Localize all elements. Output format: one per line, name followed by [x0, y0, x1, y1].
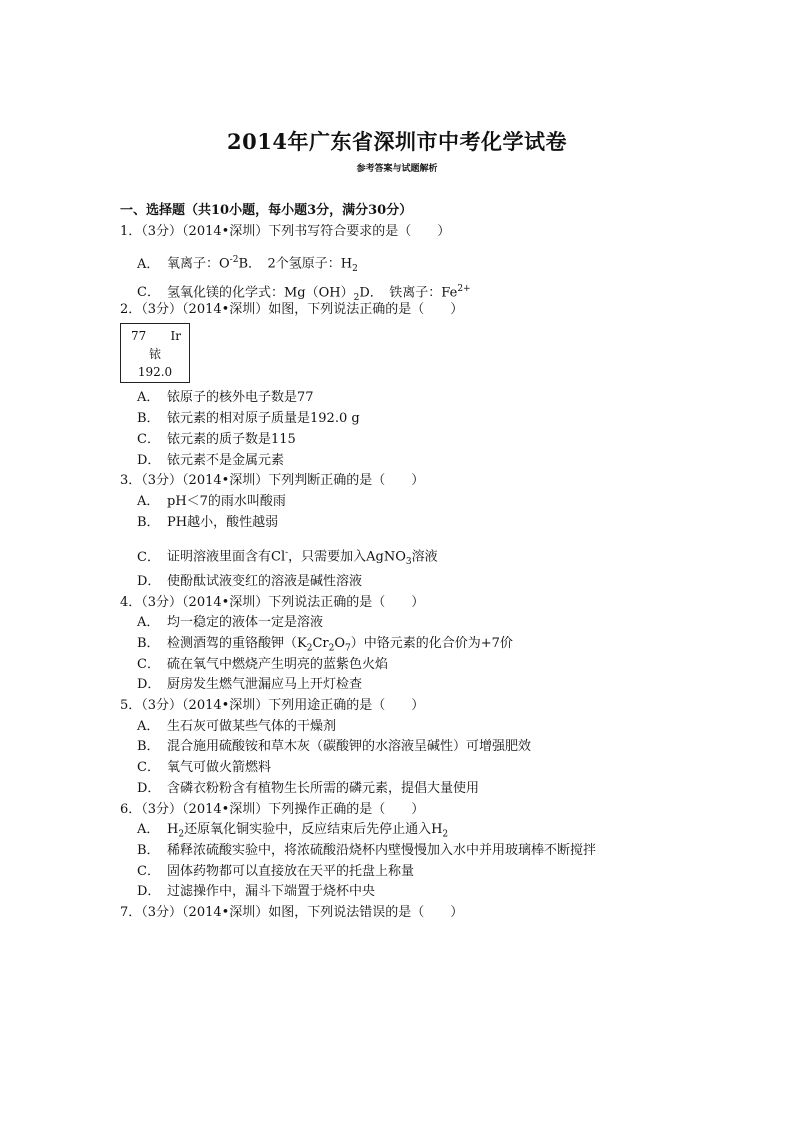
option-letter: C． [137, 656, 160, 672]
option-text: ）中铬元素的化合价为+7价 [350, 636, 513, 651]
list-item [120, 513, 680, 534]
list-item [120, 779, 680, 800]
option-letter: D． [137, 573, 161, 589]
option-letter: C． [137, 285, 160, 301]
option-text: 硫在氧气中燃烧产生明亮的蓝紫色火焰 [167, 656, 389, 672]
superscript: - [285, 548, 289, 559]
superscript: -2 [229, 255, 239, 266]
list-item [120, 820, 680, 841]
subscript: 2 [328, 643, 335, 654]
question-1-options-cd [120, 279, 680, 303]
list-item [120, 634, 680, 655]
option-text: 含磷衣粉粉含有植物生长所需的磷元素，提倡大量使用 [167, 780, 480, 796]
question-2-stem: 2．（3分）（2014•深圳）如图，下列说法正确的是（ ） [120, 301, 464, 317]
element-card-iridium [120, 323, 190, 383]
option-text: 均一稳定的液体一定是溶液 [167, 615, 324, 631]
option-text: PH越小，酸性越弱 [167, 514, 279, 530]
element-name: 铱 [148, 347, 161, 362]
option-text: 混合施用硫酸铵和草木灰（碳酸钾的水溶液呈碱性）可增强肥效 [167, 739, 532, 755]
option-text: ，只需要加入AgNO [288, 549, 406, 565]
question-1-stem: 1．（3分）（2014•深圳）下列书写符合要求的是（ ） [120, 223, 451, 239]
option-letter: C． [137, 863, 160, 879]
list-item [120, 388, 680, 409]
list-item [120, 717, 680, 738]
option-text: 还原氧化铜实验中，反应结束后先停止通入H [184, 822, 443, 838]
question-3-stem: 3．（3分）（2014•深圳）下列判断正确的是（ ） [120, 473, 425, 489]
option-text: 铱元素不是金属元素 [167, 452, 285, 468]
option-letter: A． [137, 615, 160, 631]
option-letter: A． [137, 493, 160, 509]
option-text: 氧气可做火箭燃料 [167, 760, 272, 776]
subscript: 2 [352, 264, 358, 275]
option-text: 固体药物都可以直接放在天平的托盘上称量 [167, 863, 415, 879]
option-letter: B． [137, 842, 160, 858]
superscript: 2+ [457, 284, 471, 295]
option-text: B． 2个氢原子：H [238, 256, 353, 272]
option-letter: A． [137, 256, 160, 272]
list-item [120, 451, 680, 472]
option-text: D． 铁离子：Fe [359, 285, 458, 301]
option-text: 铱元素的相对原子质量是192.0 g [167, 411, 360, 427]
option-letter: B． [137, 636, 160, 651]
option-letter: A． [137, 718, 160, 734]
page-subtitle: 参考答案与试题解析 [356, 164, 438, 174]
list-item [120, 409, 680, 430]
list-item [120, 430, 680, 451]
question-1-options-ab [120, 250, 680, 275]
option-letter: D． [137, 884, 161, 900]
option-letter: B． [137, 514, 160, 530]
question-4-stem: 4．（3分）（2014•深圳）下列说法正确的是（ ） [120, 594, 425, 610]
list-item [120, 882, 680, 903]
option-letter: B． [137, 411, 160, 427]
subscript: 3 [405, 557, 412, 568]
list-item [120, 862, 680, 883]
list-item [120, 572, 680, 593]
list-item [120, 655, 680, 676]
subscript: 2 [178, 829, 185, 840]
option-text: 使酚酞试液变红的溶液是碱性溶液 [167, 573, 363, 589]
subscript: 2 [442, 829, 449, 840]
subscript: 7 [345, 643, 351, 654]
option-letter: D． [137, 452, 161, 468]
question-5-stem: 5．（3分）（2014•深圳）下列用途正确的是（ ） [120, 698, 425, 714]
option-text: 生石灰可做某些气体的干燥剂 [167, 718, 337, 734]
list-item [120, 675, 680, 696]
option-letter: D． [137, 677, 161, 693]
list-item [120, 758, 680, 779]
list-item [120, 543, 680, 568]
list-item [120, 737, 680, 758]
option-text: 稀释浓硫酸实验中，将浓硫酸沿烧杯内壁慢慢加入水中并用玻璃棒不断搅拌 [167, 842, 597, 858]
subscript: 2 [306, 643, 313, 654]
option-text: 氢氧化镁的化学式：Mg（OH） [167, 285, 354, 301]
option-text: 厨房发生燃气泄漏应马上开灯检查 [167, 677, 363, 693]
option-text: 氧离子：O [167, 256, 230, 272]
option-letter: A． [137, 822, 160, 838]
option-text: 过滤操作中，漏斗下端置于烧杯中央 [167, 884, 376, 900]
option-letter: D． [137, 780, 161, 796]
list-item [120, 613, 680, 634]
atomic-mass: 192.0 [137, 365, 173, 380]
option-letter: A． [137, 390, 160, 406]
option-text: Cr [312, 636, 329, 651]
option-text: H [167, 822, 179, 838]
question-6-stem: 6．（3分）（2014•深圳）下列操作正确的是（ ） [120, 801, 425, 817]
question-7-stem: 7．（3分）（2014•深圳）如图，下列说法错误的是（ ） [120, 904, 464, 920]
subscript: 2 [353, 292, 360, 303]
option-letter: B． [137, 739, 160, 755]
section-heading: 一、选择题（共10小题，每小题3分，满分30分） [120, 203, 413, 218]
option-text: 检测酒驾的重铬酸钾（K [167, 636, 307, 651]
list-item [120, 841, 680, 862]
option-text: 铱元素的质子数是115 [167, 431, 296, 447]
exam-content [120, 201, 680, 924]
option-text: 铱原子的核外电子数是77 [167, 390, 314, 406]
list-item [120, 492, 680, 513]
element-symbol: Ir [170, 329, 181, 344]
option-text: 证明溶液里面含有Cl [167, 549, 286, 565]
option-letter: C． [137, 760, 160, 776]
option-letter: C． [137, 549, 160, 565]
option-letter: C． [137, 431, 160, 447]
page-title: 2014年广东省深圳市中考化学试卷 [227, 129, 567, 154]
option-text: 溶液 [411, 549, 438, 565]
option-text: O [334, 636, 346, 651]
atomic-number: 77 [131, 329, 147, 344]
option-text: pH＜7的雨水叫酸雨 [167, 493, 286, 509]
